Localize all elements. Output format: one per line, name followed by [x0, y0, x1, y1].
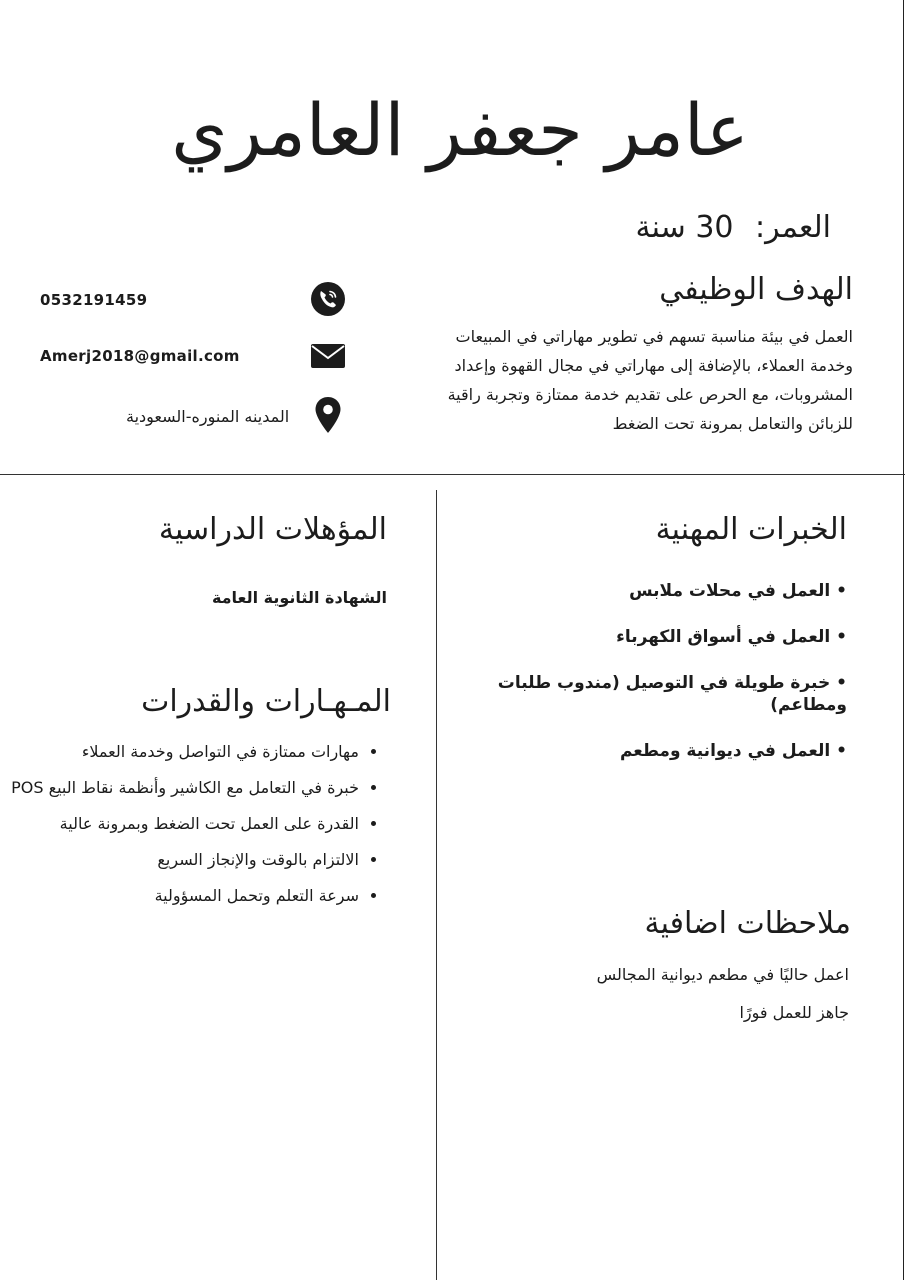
list-item: • الالتزام بالوقت والإنجاز السريع [0, 842, 359, 878]
contact-location-row [126, 396, 289, 436]
experience-title: الخبرات المهنية [655, 512, 847, 547]
phone-icon [309, 280, 347, 318]
objective-title: الهدف الوظيفي [659, 272, 853, 307]
contact-phone-row [40, 280, 147, 320]
skills-list [0, 734, 385, 914]
list-item: • العمل في محلات ملابس [629, 581, 847, 601]
contact-email-row [40, 336, 240, 376]
candidate-name: عامر جعفر العامري [171, 88, 749, 172]
education-title: المؤهلات الدراسية [158, 512, 387, 547]
page-border [903, 0, 904, 1280]
list-item: • القدرة على العمل تحت الضغط وبمرونة عالية [0, 806, 359, 842]
horizontal-divider [0, 474, 905, 475]
list-item: • العمل في ديوانية ومطعم [619, 741, 847, 761]
phone-number[interactable]: 0532191459 [40, 291, 148, 309]
age-value: 30 سنة [635, 210, 734, 245]
list-item: • العمل في أسواق الكهرباء [616, 627, 847, 647]
notes-line: جاهز للعمل فورًا [739, 1003, 849, 1022]
age-line [636, 210, 832, 245]
notes-line: اعمل حاليًا في مطعم ديوانية المجالس [596, 965, 849, 984]
location-pin-icon [309, 396, 347, 434]
list-item: • خبرة في التعامل مع الكاشير وأنظمة نقاط البيع POS [0, 770, 359, 806]
list-item: • مهارات ممتازة في التواصل وخدمة العملاء [0, 734, 359, 770]
email-address[interactable]: Amerj2018@gmail.com [40, 347, 240, 365]
vertical-divider [436, 490, 437, 1280]
education-item: الشهادة الثانوية العامة [211, 588, 387, 607]
location-text: المدينه المنوره-السعودية [126, 406, 290, 426]
list-item: • سرعة التعلم وتحمل المسؤولية [0, 878, 359, 914]
mail-icon [309, 337, 347, 375]
age-label: العمر: [755, 210, 831, 245]
objective-text: العمل في بيئة مناسبة تسهم في تطوير مهاراتي في المبيعات وخدمة العملاء، بالإضافة إلى مهاراتي في مجال القهوة وإعداد المشروبات، مع الحرص على تقديم خدمة ممتازة وتجربة راقية للزبائن والتعامل بمرونة تحت الضغط [447, 327, 853, 433]
skills-title: المـهـارات والقدرات [141, 684, 391, 719]
notes-text [489, 956, 849, 1032]
experience-list [487, 580, 847, 786]
list-item: • خبرة طويلة في التوصيل (مندوب طلبات ومطاعم) [497, 673, 847, 715]
notes-title: ملاحظات اضافية [644, 906, 851, 941]
